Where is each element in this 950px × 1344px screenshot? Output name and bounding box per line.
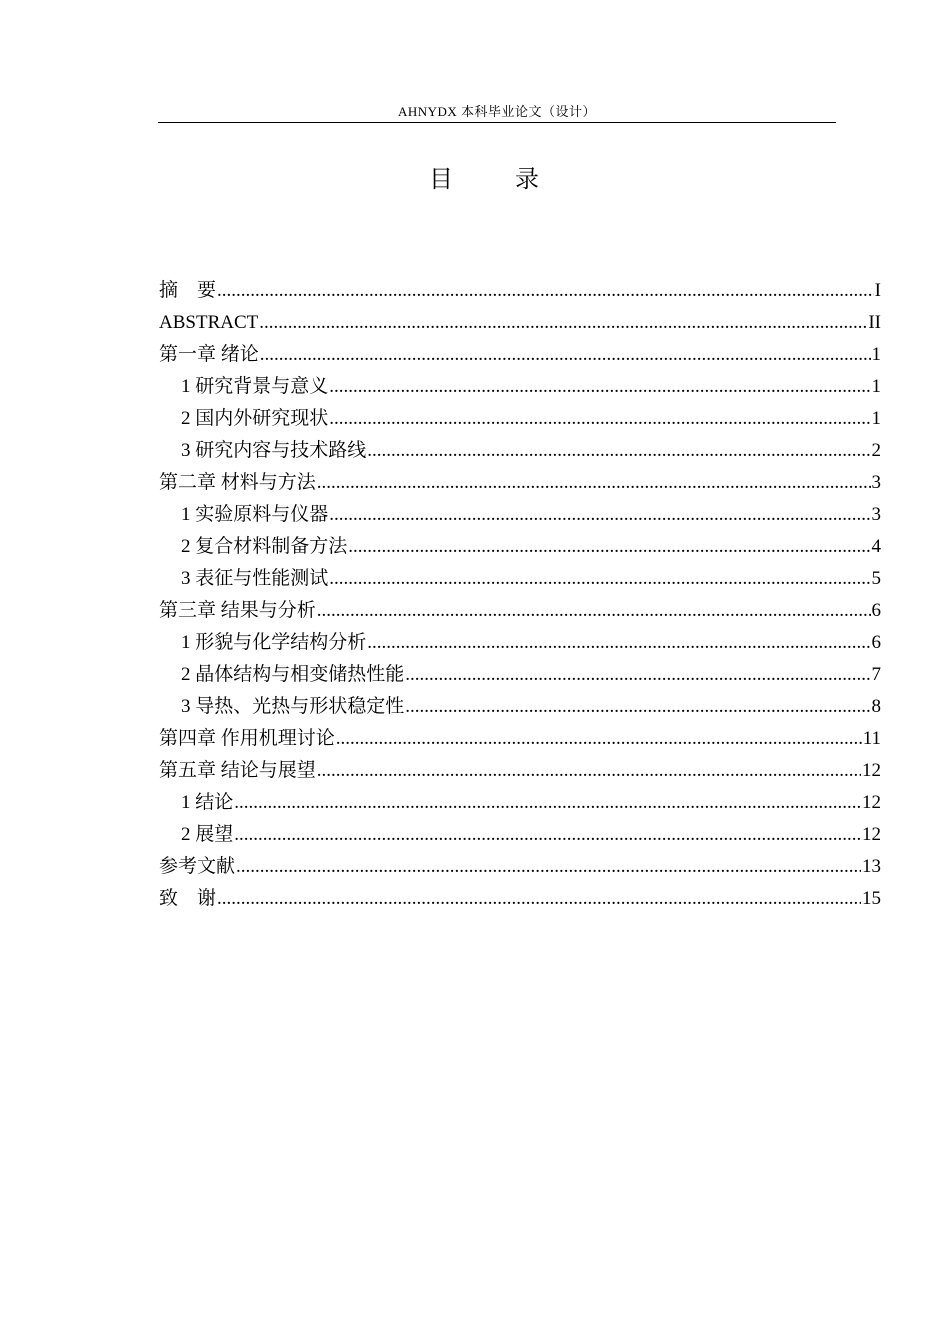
toc-page-number: 3 (871, 472, 881, 493)
toc-page-number: 6 (871, 600, 881, 621)
dot-leader (236, 851, 861, 883)
dot-leader (317, 755, 861, 787)
toc-page-number: 12 (862, 792, 881, 813)
toc-entry-label: 3 表征与性能测试 (181, 568, 329, 589)
toc-entry-chapter-5[interactable] (159, 755, 881, 787)
dot-leader (329, 499, 870, 531)
dot-leader (234, 787, 861, 819)
toc-page-number: 6 (871, 632, 881, 653)
toc-entry-section-1-2[interactable] (159, 403, 881, 435)
toc-entry-label: ABSTRACT (159, 312, 259, 333)
dot-leader (348, 531, 870, 563)
toc-page-number: 1 (871, 408, 881, 429)
toc-page-number: 1 (871, 344, 881, 365)
running-header: AHNYDX 本科毕业论文（设计） (397, 104, 597, 119)
toc-entry-label: 1 实验原料与仪器 (181, 504, 329, 525)
dot-leader (217, 275, 874, 307)
toc-entry-section-2-3[interactable] (159, 563, 881, 595)
toc-entry-chapter-4[interactable] (159, 723, 881, 755)
toc-entry-references[interactable] (159, 851, 881, 883)
dot-leader (217, 883, 861, 915)
toc-entry-label: 第二章 材料与方法 (159, 472, 316, 493)
toc-entry-label: 1 结论 (181, 792, 234, 813)
dot-leader (336, 723, 862, 755)
toc-entry-label: 摘 要 (159, 280, 217, 301)
dot-leader (260, 339, 871, 371)
toc-entry-acknowledgements[interactable] (159, 883, 881, 915)
toc-entry-chapter-1[interactable] (159, 339, 881, 371)
dot-leader (329, 403, 870, 435)
toc-entry-section-3-2[interactable] (159, 659, 881, 691)
toc-page-number: 12 (862, 824, 881, 845)
toc-entry-section-5-2[interactable] (159, 819, 881, 851)
dot-leader (405, 659, 870, 691)
toc-entry-label: 3 研究内容与技术路线 (181, 440, 367, 461)
toc-page-number: 5 (871, 568, 881, 589)
table-of-contents (159, 275, 881, 915)
dot-leader (405, 691, 870, 723)
dot-leader (367, 627, 870, 659)
toc-page-number: I (874, 280, 881, 301)
toc-entry-section-3-1[interactable] (159, 627, 881, 659)
toc-page-number: 1 (871, 376, 881, 397)
toc-entry-label: 第五章 结论与展望 (159, 760, 316, 781)
toc-title: 目 录 (429, 167, 567, 193)
toc-entry-section-5-1[interactable] (159, 787, 881, 819)
toc-entry-section-1-3[interactable] (159, 435, 881, 467)
toc-entry-label: 致 谢 (159, 888, 217, 909)
toc-entry-abstract-en[interactable] (159, 307, 881, 339)
dot-leader (329, 371, 870, 403)
toc-entry-label: 参考文献 (159, 856, 236, 877)
toc-page-number: 11 (862, 728, 881, 749)
dot-leader (259, 307, 867, 339)
toc-entry-section-1-1[interactable] (159, 371, 881, 403)
header-rule (158, 122, 836, 123)
toc-entry-label: 1 形貌与化学结构分析 (181, 632, 367, 653)
toc-page-number: 13 (862, 856, 881, 877)
dot-leader (367, 435, 870, 467)
toc-page-number: 4 (871, 536, 881, 557)
toc-entry-section-3-3[interactable] (159, 691, 881, 723)
dot-leader (317, 467, 871, 499)
toc-page-number: 2 (871, 440, 881, 461)
toc-entry-label: 1 研究背景与意义 (181, 376, 329, 397)
dot-leader (329, 563, 870, 595)
dot-leader (234, 819, 861, 851)
toc-entry-label: 第三章 结果与分析 (159, 600, 316, 621)
toc-entry-abstract-cn[interactable] (159, 275, 881, 307)
toc-entry-label: 第四章 作用机理讨论 (159, 728, 335, 749)
toc-entry-label: 2 展望 (181, 824, 234, 845)
toc-page-number: 12 (862, 760, 881, 781)
toc-entry-label: 3 导热、光热与形状稳定性 (181, 696, 405, 717)
toc-page-number: 15 (862, 888, 881, 909)
toc-entry-section-2-2[interactable] (159, 531, 881, 563)
toc-entry-label: 第一章 绪论 (159, 344, 259, 365)
toc-page-number: 3 (871, 504, 881, 525)
toc-entry-section-2-1[interactable] (159, 499, 881, 531)
toc-entry-label: 2 复合材料制备方法 (181, 536, 348, 557)
toc-page-number: 8 (871, 696, 881, 717)
toc-entry-label: 2 晶体结构与相变储热性能 (181, 664, 405, 685)
dot-leader (317, 595, 871, 627)
toc-entry-label: 2 国内外研究现状 (181, 408, 329, 429)
toc-page-number: 7 (871, 664, 881, 685)
toc-entry-chapter-2[interactable] (159, 467, 881, 499)
toc-page-number: II (868, 312, 881, 333)
toc-entry-chapter-3[interactable] (159, 595, 881, 627)
